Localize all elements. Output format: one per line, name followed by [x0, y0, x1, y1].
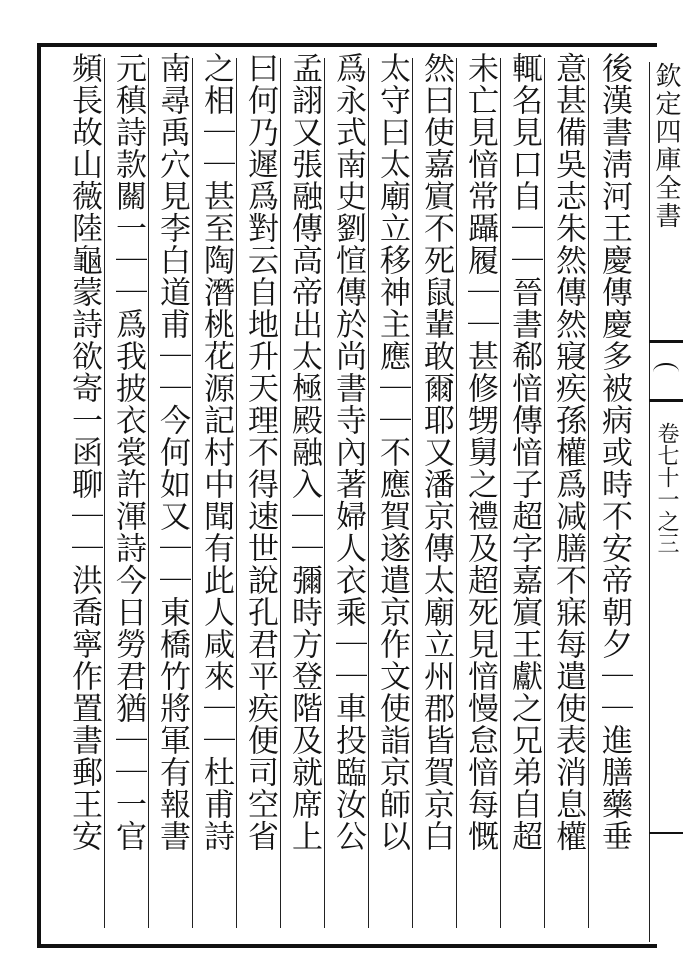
page-margin-column — [649, 62, 683, 942]
text-column-5: 然曰使嘉賔不死鼠輩敢爾耶又潘京傳太廟立州郡皆賀京白 — [418, 52, 454, 852]
text-column-10: 之相｜｜甚至陶潛桃花源記村中聞有此人咸來｜｜杜甫詩 — [198, 52, 234, 852]
text-column-13: 頻長故山薇陸龜蒙詩欲寄一函聊｜｜洪喬寧作置書郵王安 — [66, 52, 102, 852]
fishtail-ornament — [649, 340, 683, 402]
text-column-12: 元稹詩款關一｜｜爲我披衣裳許渾詩今日勞君猶｜｜一官 — [110, 52, 146, 852]
text-column-1: 後漢書淸河王慶傳慶多被病或時不安帝朝夕｜｜進膳藥垂 — [596, 52, 632, 852]
text-column-4: 未亡見愔常躡履｜｜甚修甥舅之禮及超死見愔慢怠愔每慨 — [462, 52, 498, 852]
volume-label: 卷七十一之三 — [654, 422, 679, 554]
text-column-9: 曰何乃遲爲對云自地升天理不得速世說孔君平疾便司空省 — [242, 52, 278, 852]
text-column-11: 南尋禹穴見李白道甫｜｜今何如又｜｜東橋竹將軍有報書 — [154, 52, 190, 852]
text-column-3: 輒名見口自｜｜晉書郗愔傳愔子超字嘉賔王獻之兄弟自超 — [506, 52, 542, 852]
text-column-7: 爲永式南史劉愃傳於尚書寺內著婦人衣乘｜｜車投臨汝公 — [330, 52, 366, 852]
text-column-2: 意甚備吳志朱然傳然寢疾孫權爲减膳不寐每遣使表消息權 — [550, 52, 586, 852]
margin-divider — [649, 832, 683, 834]
book-title: 欽定四庫全書 — [651, 62, 681, 230]
text-column-6: 太守曰太廟立移神主應｜｜不應賀遂遣京作文使詣京師以 — [374, 52, 410, 852]
text-column-8: 孟詡又張融傳高帝出太極殿融入｜｜彌時方登階及就席上 — [286, 52, 322, 852]
